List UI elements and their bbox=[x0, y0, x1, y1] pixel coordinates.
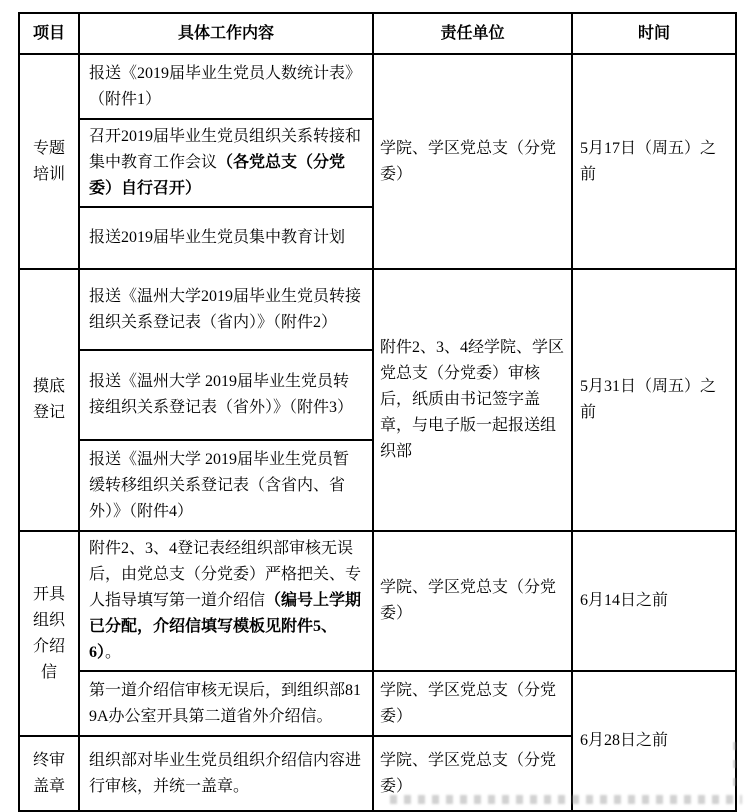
task-text: 报送《2019届毕业生党员人数统计表》（附件1） bbox=[89, 64, 362, 108]
unit-cell: 学院、学区党总支（分党委） bbox=[373, 531, 572, 671]
task-text: 报送《温州大学2019届毕业生党员转接组织关系登记表（省内）》（附件2） bbox=[89, 287, 362, 331]
time-cell: 6月28日之前 bbox=[572, 671, 736, 811]
task-cell bbox=[79, 269, 373, 350]
task-cell bbox=[79, 736, 373, 811]
header-cell-project: 项目 bbox=[19, 13, 79, 54]
unit-cell: 附件2、3、4经学院、学区党总支（分党委）审核后，纸质由书记签字盖章，与电子版一起报送组织部 bbox=[373, 269, 572, 531]
table-row bbox=[19, 269, 736, 350]
task-text: 。 bbox=[105, 644, 122, 661]
task-cell bbox=[79, 54, 373, 119]
header-cell-work-content: 具体工作内容 bbox=[79, 13, 373, 54]
task-text: 报送《温州大学 2019届毕业生党员暂缓转移组织关系登记表（含省内、省外）》（附件4） bbox=[89, 450, 350, 520]
header-cell-time: 时间 bbox=[572, 13, 736, 54]
time-cell: 6月14日之前 bbox=[572, 531, 736, 671]
task-text: 报送2019届毕业生党员集中教育计划 bbox=[89, 229, 346, 246]
task-text: 附件2、3、4登记表经组织部审核无误后，由党总支（分党委）严格把关、专人指导填写第一道介绍信 bbox=[89, 540, 362, 609]
task-text-bold: （编号上学期已分配，介绍信填写模板见附件5、6） bbox=[89, 592, 362, 661]
header-cell-responsible-unit: 责任单位 bbox=[373, 13, 572, 54]
task-cell bbox=[79, 207, 373, 269]
schedule-table bbox=[18, 12, 737, 812]
table-row bbox=[19, 54, 736, 119]
unit-cell: 学院、学区党总支（分党委） bbox=[373, 54, 572, 269]
table-row bbox=[19, 671, 736, 736]
project-cell-final-seal: 终审盖章 bbox=[19, 736, 79, 811]
task-cell bbox=[79, 119, 373, 207]
project-cell-introduction-letter: 开具组织介绍信 bbox=[19, 531, 79, 736]
unit-cell: 学院、学区党总支（分党委） bbox=[373, 736, 572, 811]
project-cell-special-training: 专题培训 bbox=[19, 54, 79, 269]
task-text: 报送《温州大学 2019届毕业生党员转接组织关系登记表（省外）》（附件3） bbox=[89, 373, 354, 416]
time-cell: 5月17日（周五）之前 bbox=[572, 54, 736, 269]
task-text: 第一道介绍信审核无误后，到组织部819A办公室开具第二道省外介绍信。 bbox=[89, 681, 362, 725]
task-cell bbox=[79, 440, 373, 531]
task-text-bold: （各党总支（分党委）自行召开） bbox=[89, 154, 346, 197]
task-cell bbox=[79, 531, 373, 671]
unit-cell: 学院、学区党总支（分党委） bbox=[373, 671, 572, 736]
project-cell-registration: 摸底登记 bbox=[19, 269, 79, 531]
task-text: 召开2019届毕业生党员组织关系转接和集中教育工作会议 bbox=[89, 128, 362, 171]
task-cell bbox=[79, 671, 373, 736]
time-cell: 5月31日（周五）之前 bbox=[572, 269, 736, 531]
header-row bbox=[19, 13, 736, 54]
task-cell bbox=[79, 350, 373, 440]
task-text: 组织部对毕业生党员组织介绍信内容进行审核，并统一盖章。 bbox=[89, 751, 362, 795]
table-row bbox=[19, 531, 736, 671]
